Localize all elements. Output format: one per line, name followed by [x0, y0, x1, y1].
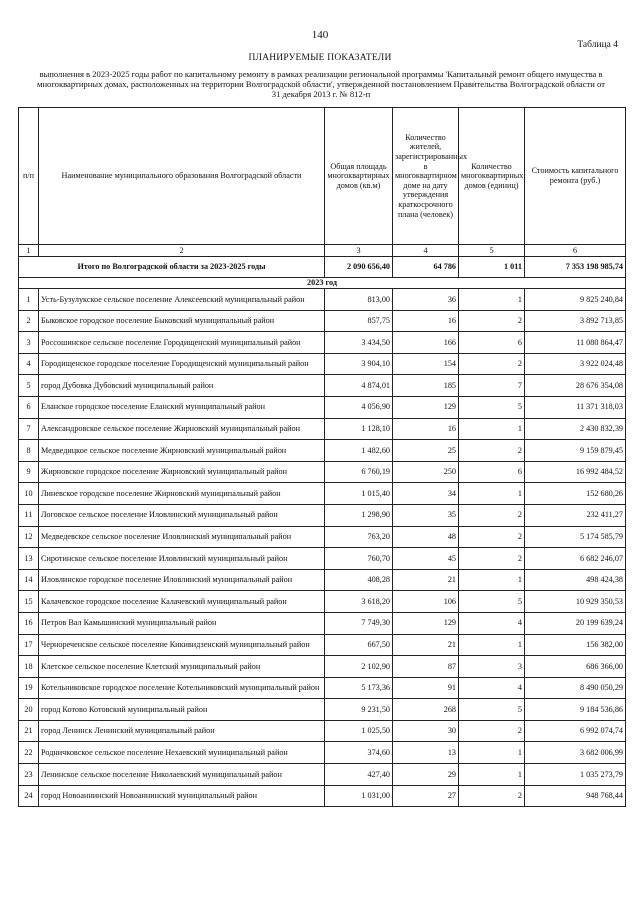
row-houses: 1: [459, 764, 525, 786]
row-municipality-name: Городищенское городское поселение Городищенский муниципальный район: [39, 353, 325, 375]
row-houses: 1: [459, 569, 525, 591]
row-area: 857,75: [325, 310, 393, 332]
row-number: 13: [19, 548, 39, 570]
table-header-row: [19, 108, 626, 245]
row-cost: 6 992 074,74: [525, 720, 626, 742]
row-cost: 9 825 240,84: [525, 289, 626, 311]
row-houses: 6: [459, 461, 525, 483]
row-residents: 91: [393, 677, 459, 699]
row-area: 1 031,00: [325, 785, 393, 807]
table-label: Таблица 4: [577, 40, 618, 50]
row-area: 763,20: [325, 526, 393, 548]
row-municipality-name: Усть-Бузулукское сельское поселение Алексеевский муниципальный район: [39, 289, 325, 311]
row-residents: 45: [393, 548, 459, 570]
row-cost: 20 199 639,24: [525, 612, 626, 634]
row-houses: 2: [459, 720, 525, 742]
row-cost: 3 682 006,99: [525, 742, 626, 764]
row-area: 3 904,10: [325, 353, 393, 375]
table-row: [19, 785, 626, 807]
row-number: 5: [19, 375, 39, 397]
header-cell: Стоимость капитального ремонта (руб.): [525, 108, 626, 245]
column-number-row: [19, 245, 626, 257]
row-cost: 3 892 713,85: [525, 310, 626, 332]
row-houses: 2: [459, 504, 525, 526]
row-area: 408,28: [325, 569, 393, 591]
row-area: 9 231,50: [325, 699, 393, 721]
table-row: [19, 396, 626, 418]
row-cost: 498 424,38: [525, 569, 626, 591]
row-number: 21: [19, 720, 39, 742]
row-houses: 1: [459, 634, 525, 656]
row-houses: 5: [459, 699, 525, 721]
row-area: 667,50: [325, 634, 393, 656]
row-number: 19: [19, 677, 39, 699]
row-residents: 106: [393, 591, 459, 613]
row-municipality-name: Еланское городское поселение Еланский муниципальный район: [39, 396, 325, 418]
row-municipality-name: Петров Вал Камышинский муниципальный район: [39, 612, 325, 634]
row-cost: 10 929 350,53: [525, 591, 626, 613]
row-residents: 21: [393, 634, 459, 656]
row-cost: 8 490 050,29: [525, 677, 626, 699]
row-residents: 35: [393, 504, 459, 526]
year-label: 2023 год: [19, 278, 626, 289]
row-residents: 29: [393, 764, 459, 786]
row-number: 18: [19, 656, 39, 678]
row-number: 7: [19, 418, 39, 440]
total-area: 2 090 656,40: [325, 257, 393, 278]
row-number: 6: [19, 396, 39, 418]
column-number: 5: [459, 245, 525, 257]
column-number: 3: [325, 245, 393, 257]
row-municipality-name: Иловлинское городское поселение Иловлинский муниципальный район: [39, 569, 325, 591]
table-row: [19, 612, 626, 634]
row-houses: 4: [459, 677, 525, 699]
row-number: 2: [19, 310, 39, 332]
year-row: [19, 278, 626, 289]
row-cost: 686 366,00: [525, 656, 626, 678]
column-number: 2: [39, 245, 325, 257]
column-number: 1: [19, 245, 39, 257]
table-row: [19, 504, 626, 526]
row-houses: 2: [459, 310, 525, 332]
row-residents: 25: [393, 440, 459, 462]
row-residents: 30: [393, 720, 459, 742]
row-area: 1 015,40: [325, 483, 393, 505]
page-number: 140: [311, 29, 329, 41]
row-houses: 2: [459, 785, 525, 807]
header-cell: Наименование муниципального образования Волгоградской области: [39, 108, 325, 245]
row-residents: 129: [393, 396, 459, 418]
row-residents: 36: [393, 289, 459, 311]
row-cost: 152 680,26: [525, 483, 626, 505]
row-residents: 13: [393, 742, 459, 764]
table-row: [19, 742, 626, 764]
row-residents: 154: [393, 353, 459, 375]
header-cell: п/п: [19, 108, 39, 245]
row-area: 2 102,90: [325, 656, 393, 678]
row-residents: 16: [393, 310, 459, 332]
indicators-table: [18, 107, 626, 807]
row-cost: 232 411,27: [525, 504, 626, 526]
row-municipality-name: Сиротинское сельское поселение Иловлинский муниципальный район: [39, 548, 325, 570]
row-area: 427,40: [325, 764, 393, 786]
row-number: 4: [19, 353, 39, 375]
row-number: 11: [19, 504, 39, 526]
row-area: 7 749,30: [325, 612, 393, 634]
table-row: [19, 764, 626, 786]
table-row: [19, 310, 626, 332]
row-area: 3 434,50: [325, 332, 393, 354]
table-row: [19, 289, 626, 311]
table-row: [19, 440, 626, 462]
row-municipality-name: город Дубовка Дубовский муниципальный район: [39, 375, 325, 397]
table-row: [19, 569, 626, 591]
row-cost: 948 768,44: [525, 785, 626, 807]
table-row: [19, 634, 626, 656]
row-number: 14: [19, 569, 39, 591]
row-area: 5 173,36: [325, 677, 393, 699]
table-row: [19, 461, 626, 483]
row-residents: 250: [393, 461, 459, 483]
row-area: 6 760,19: [325, 461, 393, 483]
row-area: 374,60: [325, 742, 393, 764]
row-cost: 2 430 832,39: [525, 418, 626, 440]
row-houses: 5: [459, 591, 525, 613]
row-cost: 9 159 879,45: [525, 440, 626, 462]
total-row: [19, 257, 626, 278]
row-residents: 27: [393, 785, 459, 807]
row-municipality-name: Быковское городское поселение Быковский муниципальный район: [39, 310, 325, 332]
row-cost: 3 922 024,48: [525, 353, 626, 375]
row-municipality-name: Ленинское сельское поселение Николаевский муниципальный район: [39, 764, 325, 786]
row-number: 22: [19, 742, 39, 764]
row-houses: 4: [459, 612, 525, 634]
row-area: 813,00: [325, 289, 393, 311]
row-cost: 1 035 273,79: [525, 764, 626, 786]
row-cost: 11 080 864,47: [525, 332, 626, 354]
row-municipality-name: Котельниковское городское поселение Котельниковский муниципальный район: [39, 677, 325, 699]
row-municipality-name: Калачевское городское поселение Калачевский муниципальный район: [39, 591, 325, 613]
row-residents: 185: [393, 375, 459, 397]
header-cell: Количество многоквартирных домов (единиц): [459, 108, 525, 245]
header-cell: Количество жителей, зарегистрированных в многоквартирном доме на дату утверждения краткосрочного плана (человек): [393, 108, 459, 245]
total-label: Итого по Волгоградской области за 2023-2025 годы: [19, 257, 325, 278]
row-municipality-name: Логовское сельское поселение Иловлинский муниципальный район: [39, 504, 325, 526]
table-row: [19, 353, 626, 375]
row-municipality-name: город Ленинск Ленинский муниципальный район: [39, 720, 325, 742]
row-cost: 16 992 484,52: [525, 461, 626, 483]
row-residents: 268: [393, 699, 459, 721]
row-municipality-name: Клетское сельское поселение Клетский муниципальный район: [39, 656, 325, 678]
row-houses: 3: [459, 656, 525, 678]
row-area: 1 298,90: [325, 504, 393, 526]
row-cost: 6 682 246,07: [525, 548, 626, 570]
row-municipality-name: город Новоаннинский Новоаннинский муниципальный район: [39, 785, 325, 807]
total-houses: 1 011: [459, 257, 525, 278]
table-row: [19, 548, 626, 570]
total-cost: 7 353 198 985,74: [525, 257, 626, 278]
row-number: 16: [19, 612, 39, 634]
row-number: 8: [19, 440, 39, 462]
row-residents: 16: [393, 418, 459, 440]
row-houses: 2: [459, 548, 525, 570]
table-row: [19, 332, 626, 354]
row-houses: 2: [459, 440, 525, 462]
row-municipality-name: Александровское сельское поселение Жирновский муниципальный район: [39, 418, 325, 440]
row-number: 1: [19, 289, 39, 311]
table-row: [19, 526, 626, 548]
row-municipality-name: Россошинское сельское поселение Городищенский муниципальный район: [39, 332, 325, 354]
table-row: [19, 720, 626, 742]
row-municipality-name: Родничковское сельское поселение Нехаевский муниципальный район: [39, 742, 325, 764]
row-residents: 34: [393, 483, 459, 505]
row-houses: 1: [459, 483, 525, 505]
row-residents: 166: [393, 332, 459, 354]
row-cost: 9 184 536,86: [525, 699, 626, 721]
row-number: 3: [19, 332, 39, 354]
row-area: 4 874,01: [325, 375, 393, 397]
row-number: 23: [19, 764, 39, 786]
row-municipality-name: Линевское городское поселение Жирновский муниципальный район: [39, 483, 325, 505]
row-houses: 1: [459, 289, 525, 311]
row-number: 20: [19, 699, 39, 721]
row-municipality-name: Чернореченское сельское поселение Кикивидзенский муниципальный район: [39, 634, 325, 656]
row-houses: 7: [459, 375, 525, 397]
document-title: ПЛАНИРУЕМЫЕ ПОКАЗАТЕЛИ: [248, 53, 392, 63]
row-houses: 1: [459, 418, 525, 440]
row-residents: 87: [393, 656, 459, 678]
row-area: 1 128,10: [325, 418, 393, 440]
table-row: [19, 591, 626, 613]
table-row: [19, 677, 626, 699]
row-houses: 1: [459, 742, 525, 764]
row-number: 12: [19, 526, 39, 548]
row-number: 17: [19, 634, 39, 656]
row-municipality-name: Жирновское городское поселение Жирновский муниципальный район: [39, 461, 325, 483]
row-number: 10: [19, 483, 39, 505]
row-cost: 5 174 585,79: [525, 526, 626, 548]
row-residents: 21: [393, 569, 459, 591]
row-number: 15: [19, 591, 39, 613]
table-row: [19, 375, 626, 397]
row-residents: 129: [393, 612, 459, 634]
row-area: 760,70: [325, 548, 393, 570]
total-residents: 64 786: [393, 257, 459, 278]
row-number: 9: [19, 461, 39, 483]
row-municipality-name: Медведицкое сельское поселение Жирновский муниципальный район: [39, 440, 325, 462]
row-municipality-name: город Котово Котовский муниципальный район: [39, 699, 325, 721]
row-number: 24: [19, 785, 39, 807]
table-row: [19, 699, 626, 721]
row-area: 4 056,90: [325, 396, 393, 418]
row-houses: 5: [459, 396, 525, 418]
row-area: 1 482,60: [325, 440, 393, 462]
header-cell: Общая площадь многоквартирных домов (кв.м): [325, 108, 393, 245]
row-houses: 2: [459, 526, 525, 548]
column-number: 4: [393, 245, 459, 257]
row-residents: 48: [393, 526, 459, 548]
row-houses: 2: [459, 353, 525, 375]
table-row: [19, 418, 626, 440]
row-area: 3 618,20: [325, 591, 393, 613]
row-municipality-name: Медведевское сельское поселение Иловлинский муниципальный район: [39, 526, 325, 548]
row-cost: 11 371 318,03: [525, 396, 626, 418]
table-row: [19, 656, 626, 678]
row-cost: 156 382,00: [525, 634, 626, 656]
document-subtitle: выполнения в 2023-2025 годы работ по капитальному ремонту в рамках реализации региональной программы 'Капитальный ремонт общего имущества в многоквартирных домах, расположенных на территории Волгоградской области', утвержденной постановлением Правительства Волгоградской области от 31 декабря 2013 г. № 812-п: [37, 69, 605, 99]
row-cost: 28 676 354,08: [525, 375, 626, 397]
row-area: 1 025,50: [325, 720, 393, 742]
row-houses: 6: [459, 332, 525, 354]
table-row: [19, 483, 626, 505]
column-number: 6: [525, 245, 626, 257]
